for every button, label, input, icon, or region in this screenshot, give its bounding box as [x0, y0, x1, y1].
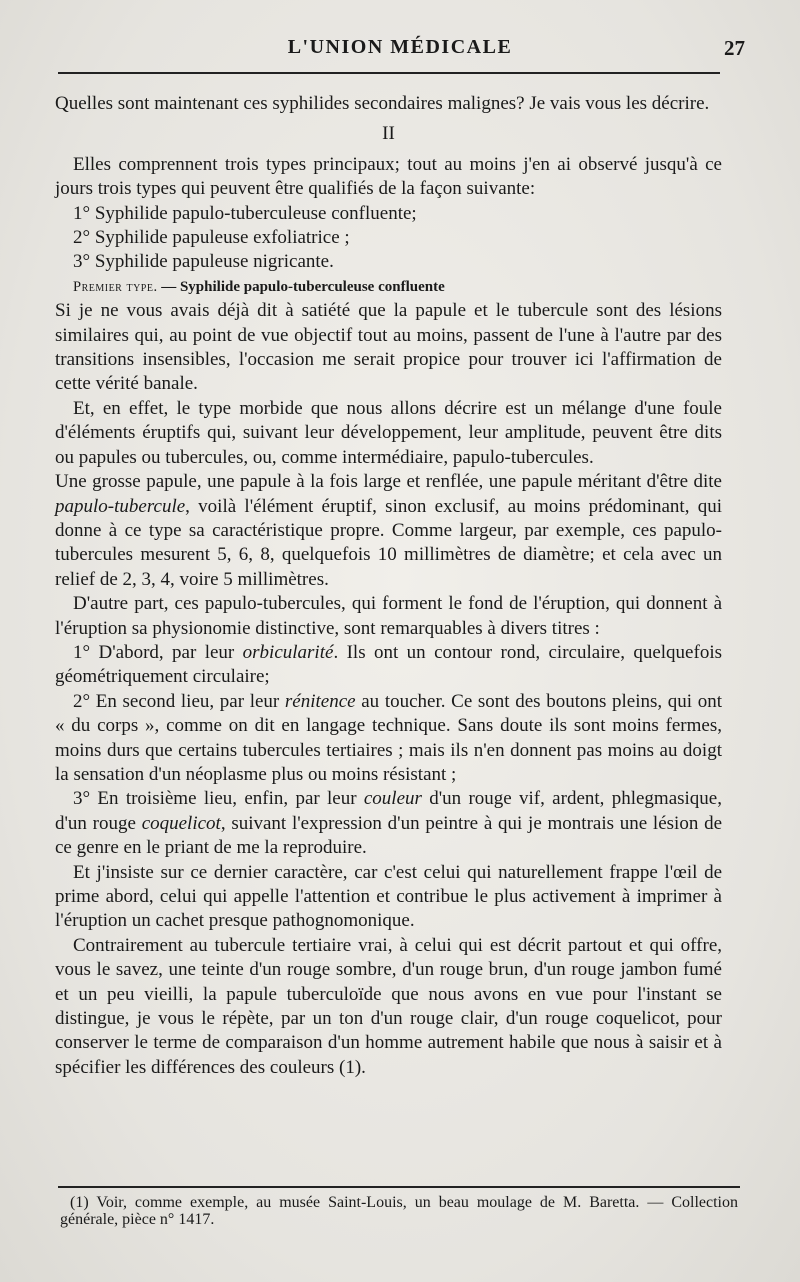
type-item-1: 1° Syphilide papulo-tuberculeuse confluente; — [73, 202, 417, 224]
header-rule — [58, 72, 720, 74]
main-text — [55, 92, 722, 1080]
paragraph-4: Et, en effet, le type morbide que nous allons décrire est un mélange d'une foule d'éléments éruptifs qui, suivant leur développement, leur amplitude, peuvent être dits ou papules ou tubercules, ou, comme intermédiaire, papulo-tubercules. — [55, 397, 722, 468]
term-papulo-tubercule: papulo-tubercule — [55, 495, 186, 517]
term-renitence: rénitence — [284, 690, 356, 712]
term-coquelicot: coquelicot — [141, 812, 221, 834]
page-header — [55, 36, 745, 60]
footnote-rule — [58, 1186, 740, 1188]
type-item-3: 3° Syphilide papuleuse nigricante. — [73, 251, 334, 273]
premier-type-heading — [55, 275, 722, 299]
footnote-text: (1) Voir, comme exemple, au musée Saint-Louis, un beau moulage de M. Baretta. — Collection générale, pièce n° 1417. — [60, 1194, 738, 1228]
paragraph-6: D'autre part, ces papulo-tubercules, qui forment le fond de l'éruption, qui donnent à l'éruption sa physionomie distinctive, sont remarquables à divers titres : — [55, 593, 722, 639]
page-number: 27 — [724, 36, 745, 60]
paragraph-10: Et j'insiste sur ce dernier caractère, car c'est celui qui naturellement frappe l'œil de prime abord, celui qui appelle l'attention et contribue le plus activement à imprimer à l'éruption un cachet presque pathognomonique. — [55, 861, 722, 932]
term-orbicularite: orbicularité — [242, 641, 334, 663]
paragraph-types-intro: Elles comprennent trois types principaux; tout au moins j'en ai observé jusqu'à ce jours trois types qui peuvent être qualifiés de la façon suivante: — [55, 153, 722, 200]
term-couleur: couleur — [363, 788, 422, 810]
paragraph-9: 3° En troisième lieu, enfin, par leur couleur d'un rouge vif, ardent, phlegmasique, d'un rouge coquelicot, suivant l'expression d'un peintre à qui je montrais une lésion de ce genre en le priant de me la reproduire. — [55, 788, 723, 859]
footnote — [60, 1194, 738, 1228]
running-title: L'UNION MÉDICALE — [287, 36, 513, 58]
type-item-2: 2° Syphilide papuleuse exfoliatrice ; — [73, 227, 350, 249]
paragraph-intro: Quelles sont maintenant ces syphilides secondaires malignes? Je vais vous les décrire. — [55, 93, 710, 114]
premier-type-title: — Syphilide papulo-tuberculeuse confluente — [161, 278, 445, 295]
paragraph-3: Si je ne vous avais déjà dit à satiété que la papule et le tubercule sont des lésions similaires qui, au point de vue objectif tout au moins, passent de l'une à l'autre par des transitions insensibles, l'occasion me serait propice pour trouver ici l'affirmation de cette vérité banale. — [55, 300, 722, 395]
paragraph-7: 1° D'abord, par leur orbicularité. Ils ont un contour rond, circulaire, quelquefois géométriquement circulaire; — [55, 641, 722, 688]
section-number: II — [382, 123, 395, 145]
paragraph-11: Contrairement au tubercule tertiaire vrai, à celui qui est décrit partout et qui offre, vous le savez, une teinte d'un rouge sombre, d'un rouge brun, d'un rouge jambon fumé et un peu vieilli, la papule tuberculoïde que nous avons en vue pour l'instant se distingue, je vous le répète, par un ton d'un rouge clair, d'un rouge coquelicot, pour conserver le terme de comparaison d'un homme autrement habile que nous à saisir et à spécifier les différences des couleurs (1). — [55, 934, 722, 1078]
paragraph-5: Une grosse papule, une papule à la fois large et renflée, une papule méritant d'être dite papulo-tubercule, voilà l'élément éruptif, sinon exclusif, au moins prédominant, qui donne à ce type sa caractéristique propre. Comme largeur, par exemple, ces papulo-tubercules mesurent 5, 6, 8, quelquefois 10 millimètres de diamètre; et cela avec un relief de 2, 3, 4, voire 5 millimètres. — [55, 471, 722, 590]
paragraph-8: 2° En second lieu, par leur rénitence au toucher. Ce sont des boutons pleins, qui ont « du corps », comme on dit en langage technique. Sans doute ils sont moins fermes, moins durs que certains tubercules tertiaires ; mais ils n'en donnent pas moins au doigt la sensation d'un néoplasme plus ou moins résistant ; — [55, 690, 723, 785]
premier-type-label: Premier type. — [73, 278, 158, 295]
